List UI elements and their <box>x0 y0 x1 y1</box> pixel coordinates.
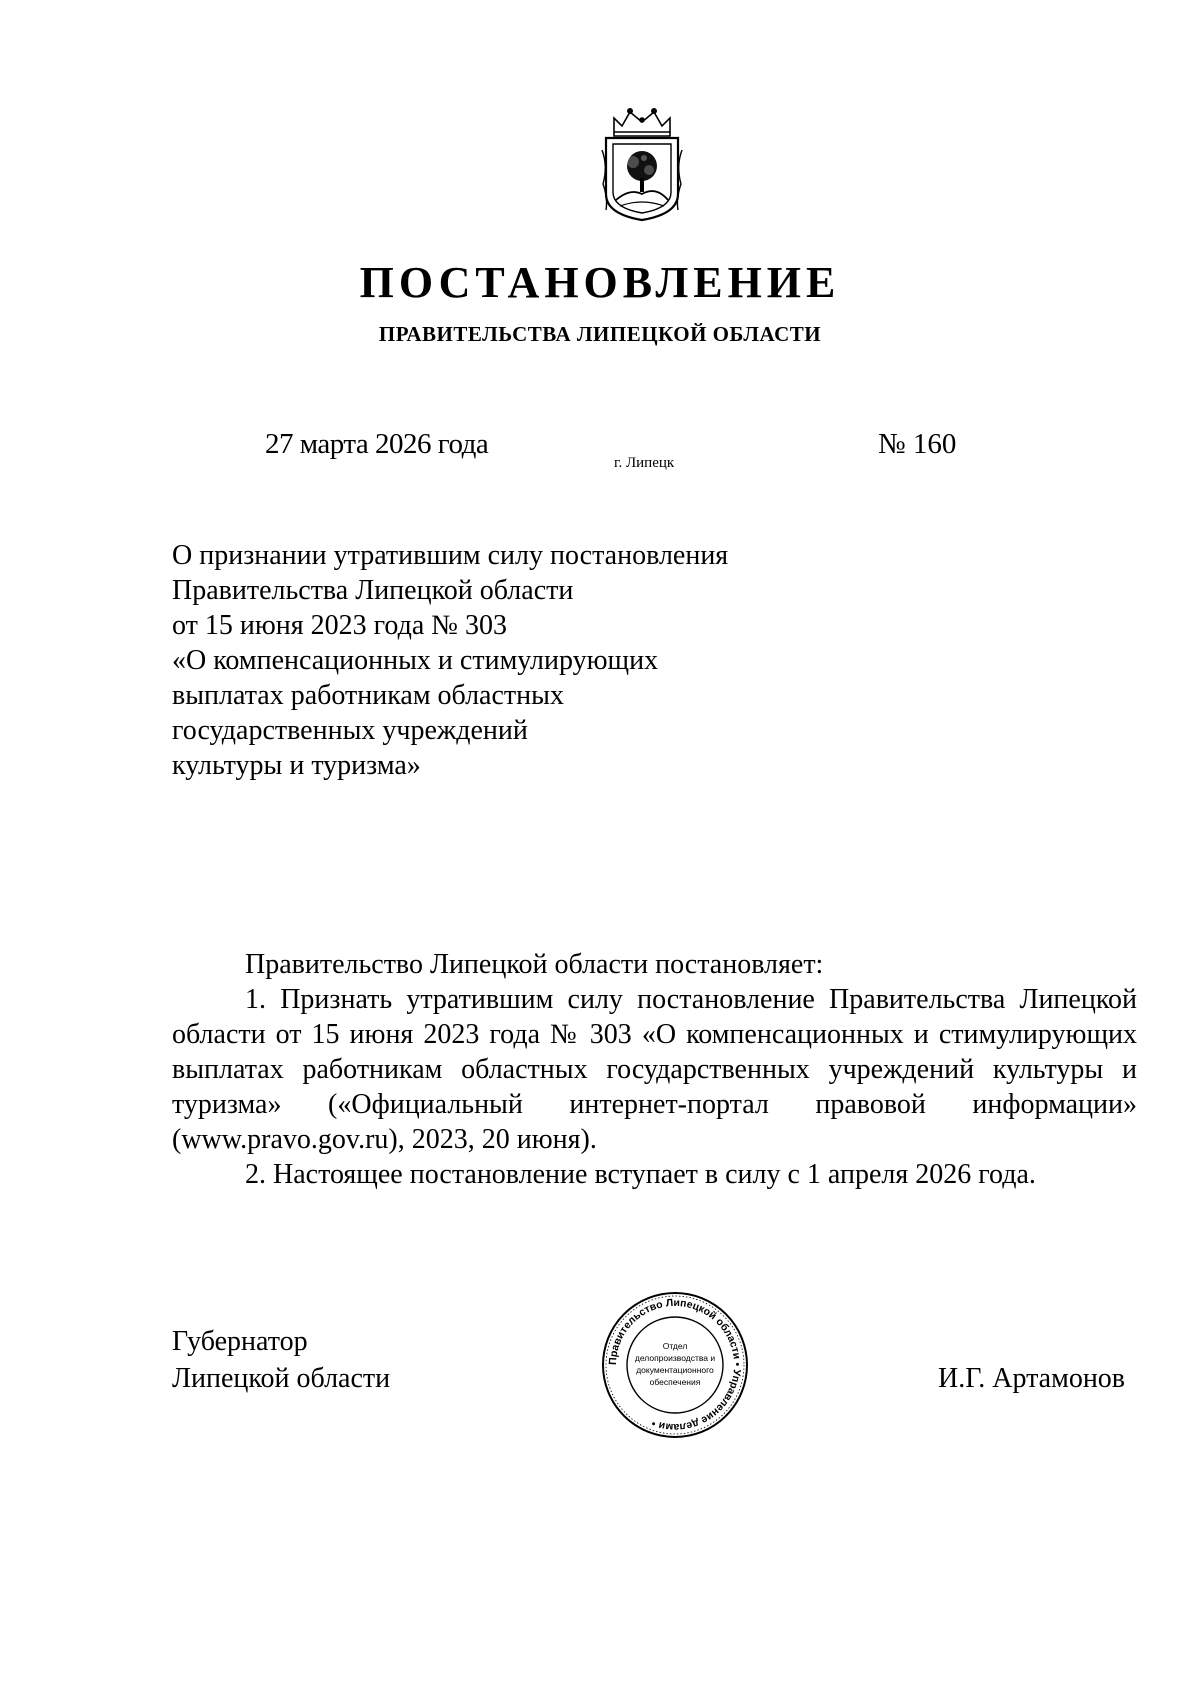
coat-of-arms-icon <box>600 106 684 224</box>
seal-inner-line: делопроизводства и <box>634 1353 716 1363</box>
heading-line: Правительства Липецкой области <box>172 575 574 606</box>
body-item-1: 1. Признать утратившим силу постановление Правительства Липецкой области от 15 июня 2023 года № 303 «О компенсационных и стимулирующих выплатах работникам областных государственных учреждений культуры и туризма» («Официальный интернет-портал правовой информации» (www.pravo.gov.ru), 2023, 20 июня). <box>172 984 1137 1155</box>
document-title: ПОСТАНОВЛЕНИЕ <box>359 258 841 307</box>
heading-line: культуры и туризма» <box>172 750 421 781</box>
document-heading <box>172 538 792 783</box>
seal-inner-line: обеспечения <box>649 1377 701 1387</box>
signer-title-line: Губернатор <box>172 1326 308 1357</box>
seal-inner-line: документационного <box>636 1365 714 1375</box>
signer-name: И.Г. Артамонов <box>938 1363 1126 1394</box>
seal-inner-line: Отдел <box>662 1341 688 1351</box>
document-city: г. Липецк <box>614 455 675 471</box>
seal-outer-text: Правительство Липецкой области • Управление делами • <box>606 1296 744 1434</box>
heading-line: «О компенсационных и стимулирующих <box>172 645 659 676</box>
signer-title-line: Липецкой области <box>172 1363 391 1394</box>
body-item-2: 2. Настоящее постановление вступает в силу с 1 апреля 2026 года. <box>245 1159 1036 1190</box>
document-number: № 160 <box>878 428 957 460</box>
signer-title <box>172 1323 390 1397</box>
heading-line: от 15 июня 2023 года № 303 <box>172 610 508 641</box>
document-date: 27 марта 2026 года <box>265 428 489 460</box>
document-body <box>172 947 1137 1192</box>
heading-line: государственных учреждений <box>172 715 528 746</box>
official-seal <box>601 1291 749 1439</box>
heading-line: О признании утратившим силу постановления <box>172 540 729 571</box>
body-intro: Правительство Липецкой области постановляет: <box>245 949 824 980</box>
heading-line: выплатах работникам областных <box>172 680 564 711</box>
document-subtitle: ПРАВИТЕЛЬСТВА ЛИПЕЦКОЙ ОБЛАСТИ <box>378 322 822 346</box>
